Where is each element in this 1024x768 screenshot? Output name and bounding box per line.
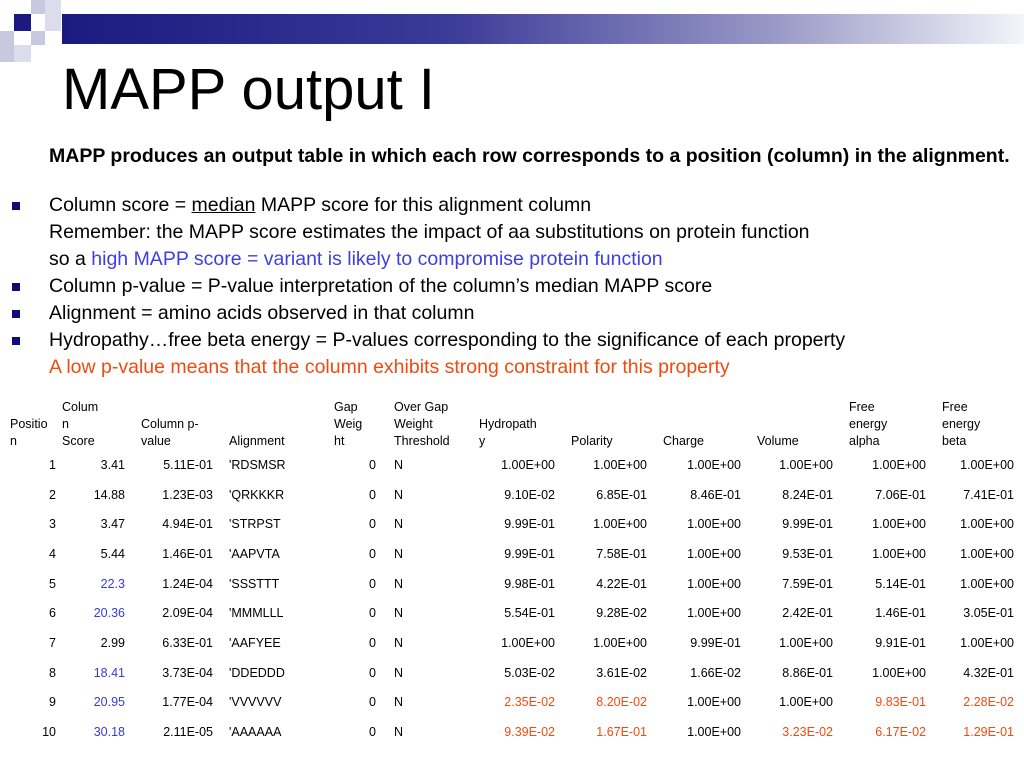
cell-volume: 9.99E-01 [782,517,833,532]
bullet-column-score [49,195,1019,216]
cell-gap-weight: 0 [369,635,376,650]
cell-hydropathy: 9.98E-01 [504,576,555,591]
cell-column-score: 20.36 [93,606,125,621]
table-row [0,539,1024,569]
cell-free-energy-alpha: 1.00E+00 [872,457,926,472]
cell-column-score: 2.99 [100,635,125,650]
cell-over-gap-threshold: N [394,576,404,591]
cell-over-gap-threshold: N [394,457,404,472]
cell-volume: 9.53E-01 [782,546,833,561]
cell-gap-weight: 0 [369,576,376,591]
cell-column-score: 30.18 [93,725,125,740]
cell-hydropathy: 9.99E-01 [504,546,555,561]
cell-gap-weight: 0 [369,725,376,740]
cell-hydropathy: 9.39E-02 [504,725,555,740]
cell-charge: 1.00E+00 [687,457,741,472]
cell-free-energy-alpha: 1.46E-01 [875,606,926,621]
cell-free-energy-beta: 1.00E+00 [960,546,1014,561]
cell-column-score: 5.44 [100,546,125,561]
cell-over-gap-threshold: N [394,517,404,532]
cell-hydropathy: 5.03E-02 [504,665,555,680]
bullet-hydropathy: Hydropathy…free beta energy = P-values corresponding to the significance of each property [49,329,846,351]
header-column-pvalue: Column p- value [141,417,199,448]
cell-gap-weight: 0 [369,546,376,561]
cell-free-energy-alpha: 7.06E-01 [875,487,926,502]
corner-square-light-2 [0,31,14,62]
cell-polarity: 1.00E+00 [593,635,647,650]
median-underlined: median [191,194,256,216]
bullet-column-pvalue: Column p-value = P-value interpretation of the column’s median MAPP score [49,275,713,297]
cell-free-energy-beta: 3.05E-01 [963,606,1014,621]
cell-charge: 1.00E+00 [687,725,741,740]
square-bullet-icon [12,337,20,345]
cell-over-gap-threshold: N [394,546,404,561]
corner-square-navy-1 [14,14,31,31]
cell-volume: 1.00E+00 [779,635,833,650]
sub-high-score [49,249,1019,270]
cell-hydropathy: 9.10E-02 [504,487,555,502]
table-row [0,688,1024,718]
cell-charge: 1.00E+00 [687,517,741,532]
cell-free-energy-beta: 7.41E-01 [963,487,1014,502]
cell-alignment: 'AAFYEE [229,635,281,650]
cell-charge: 1.00E+00 [687,546,741,561]
cell-volume: 1.00E+00 [779,695,833,710]
cell-column-score: 20.95 [93,695,125,710]
cell-charge: 1.66E-02 [690,665,741,680]
cell-column-pvalue: 1.46E-01 [162,546,213,561]
cell-column-score: 14.88 [93,487,125,502]
cell-alignment: 'STRPST [229,517,281,532]
sub-remember: Remember: the MAPP score estimates the impact of aa substitutions on protein function [49,221,810,243]
table-header-row [0,398,1024,450]
cell-position: 9 [49,695,56,710]
header-alignment: Alignment [229,434,285,448]
cell-position: 2 [49,487,56,502]
cell-charge: 1.00E+00 [687,695,741,710]
sub-high-score-prefix: so a [49,248,92,270]
table-row [0,717,1024,747]
table-row [0,598,1024,628]
header-charge: Charge [663,434,704,448]
cell-column-pvalue: 1.24E-04 [162,576,213,591]
cell-position: 8 [49,665,56,680]
cell-polarity: 8.20E-02 [596,695,647,710]
cell-over-gap-threshold: N [394,665,404,680]
header-gap-weight: Gap Weig ht [334,400,363,448]
cell-gap-weight: 0 [369,695,376,710]
cell-position: 5 [49,576,56,591]
cell-position: 1 [49,457,56,472]
low-pvalue-note: A low p-value means that the column exhibits strong constraint for this property [49,356,730,378]
cell-alignment: 'DDEDDD [229,665,285,680]
cell-alignment: 'SSSTTT [229,576,280,591]
table-row [0,569,1024,599]
cell-free-energy-alpha: 5.14E-01 [875,576,926,591]
table-row [0,509,1024,539]
cell-free-energy-beta: 1.00E+00 [960,517,1014,532]
bullet-alignment: Alignment = amino acids observed in that column [49,302,475,324]
table-body [0,450,1024,747]
cell-column-pvalue: 2.09E-04 [162,606,213,621]
cell-gap-weight: 0 [369,517,376,532]
cell-column-pvalue: 4.94E-01 [162,517,213,532]
cell-charge: 1.00E+00 [687,606,741,621]
cell-column-pvalue: 1.77E-04 [162,695,213,710]
cell-free-energy-alpha: 1.00E+00 [872,665,926,680]
high-score-highlight: high MAPP score = variant is likely to compromise protein function [91,248,663,270]
cell-column-score: 3.47 [100,517,125,532]
cell-over-gap-threshold: N [394,487,404,502]
cell-charge: 8.46E-01 [690,487,741,502]
intro-text: MAPP produces an output table in which each row corresponds to a position (column) in the alignment. [49,145,1010,167]
header-volume: Volume [757,434,799,448]
cell-position: 3 [49,517,56,532]
cell-polarity: 6.85E-01 [596,487,647,502]
cell-hydropathy: 1.00E+00 [501,635,555,650]
cell-alignment: 'AAAAAA [229,725,282,740]
cell-position: 10 [42,725,56,740]
cell-alignment: 'VVVVVV [229,695,282,710]
cell-volume: 1.00E+00 [779,457,833,472]
cell-polarity: 7.58E-01 [596,546,647,561]
cell-free-energy-alpha: 1.00E+00 [872,517,926,532]
cell-hydropathy: 9.99E-01 [504,517,555,532]
cell-free-energy-alpha: 9.83E-01 [875,695,926,710]
cell-alignment: 'QRKKKR [229,487,285,502]
cell-column-pvalue: 5.11E-01 [163,457,213,472]
header-over-gap-weight-threshold: Over Gap Weight Threshold [394,400,450,448]
cell-volume: 7.59E-01 [782,576,833,591]
cell-column-score: 18.41 [93,665,125,680]
cell-polarity: 1.00E+00 [593,457,647,472]
cell-free-energy-beta: 1.00E+00 [960,576,1014,591]
cell-over-gap-threshold: N [394,635,404,650]
cell-position: 6 [49,606,56,621]
cell-hydropathy: 5.54E-01 [504,606,555,621]
corner-square-light-4 [45,0,61,31]
cell-column-score: 3.41 [100,457,125,472]
cell-polarity: 1.67E-01 [596,725,647,740]
cell-volume: 3.23E-02 [782,725,833,740]
square-bullet-icon [12,202,20,210]
cell-free-energy-beta: 4.32E-01 [963,665,1014,680]
cell-free-energy-alpha: 1.00E+00 [872,546,926,561]
cell-polarity: 4.22E-01 [596,576,647,591]
cell-gap-weight: 0 [369,665,376,680]
cell-column-score: 22.3 [100,576,125,591]
header-position: Positio n [10,417,48,448]
square-bullet-icon [12,283,20,291]
cell-over-gap-threshold: N [394,606,404,621]
cell-free-energy-beta: 1.29E-01 [963,725,1014,740]
cell-free-energy-alpha: 6.17E-02 [875,725,926,740]
header-free-energy-beta: Free energy beta [942,400,981,448]
header-polarity: Polarity [571,434,613,448]
cell-volume: 2.42E-01 [782,606,833,621]
cell-gap-weight: 0 [369,457,376,472]
cell-column-pvalue: 1.23E-03 [162,487,213,502]
header-hydropathy: Hydropath y [479,417,537,448]
header-column-score: Colum n Score [62,400,99,448]
cell-polarity: 3.61E-02 [596,665,647,680]
table-row [0,480,1024,510]
cell-volume: 8.24E-01 [782,487,833,502]
table-row [0,628,1024,658]
header-free-energy-alpha: Free energy alpha [849,400,888,448]
cell-hydropathy: 1.00E+00 [501,457,555,472]
bullet-column-score-prefix: Column score = [49,194,192,216]
mapp-output-table [0,398,1024,747]
bullet-column-score-suffix: MAPP score for this alignment column [255,194,592,216]
cell-gap-weight: 0 [369,606,376,621]
cell-alignment: 'AAPVTA [229,546,280,561]
table-row [0,450,1024,480]
corner-square-light-3 [31,31,45,45]
cell-position: 7 [49,635,56,650]
cell-free-energy-alpha: 9.91E-01 [875,635,926,650]
cell-free-energy-beta: 1.00E+00 [960,635,1014,650]
cell-charge: 1.00E+00 [687,576,741,591]
cell-free-energy-beta: 1.00E+00 [960,457,1014,472]
slide-title: MAPP output I [62,57,435,122]
corner-square-light-5 [14,45,31,62]
cell-polarity: 1.00E+00 [593,517,647,532]
cell-volume: 8.86E-01 [782,665,833,680]
cell-over-gap-threshold: N [394,725,404,740]
cell-gap-weight: 0 [369,487,376,502]
cell-column-pvalue: 3.73E-04 [162,665,213,680]
cell-alignment: 'MMMLLL [229,606,284,621]
cell-column-pvalue: 6.33E-01 [162,635,213,650]
cell-free-energy-beta: 2.28E-02 [963,695,1014,710]
cell-polarity: 9.28E-02 [596,606,647,621]
cell-position: 4 [49,546,56,561]
cell-column-pvalue: 2.11E-05 [163,725,213,740]
cell-hydropathy: 2.35E-02 [504,695,555,710]
header-gradient-bar [62,14,1024,44]
cell-charge: 9.99E-01 [690,635,741,650]
table-row [0,658,1024,688]
cell-over-gap-threshold: N [394,695,404,710]
cell-alignment: 'RDSMSR [229,457,286,472]
square-bullet-icon [12,310,20,318]
